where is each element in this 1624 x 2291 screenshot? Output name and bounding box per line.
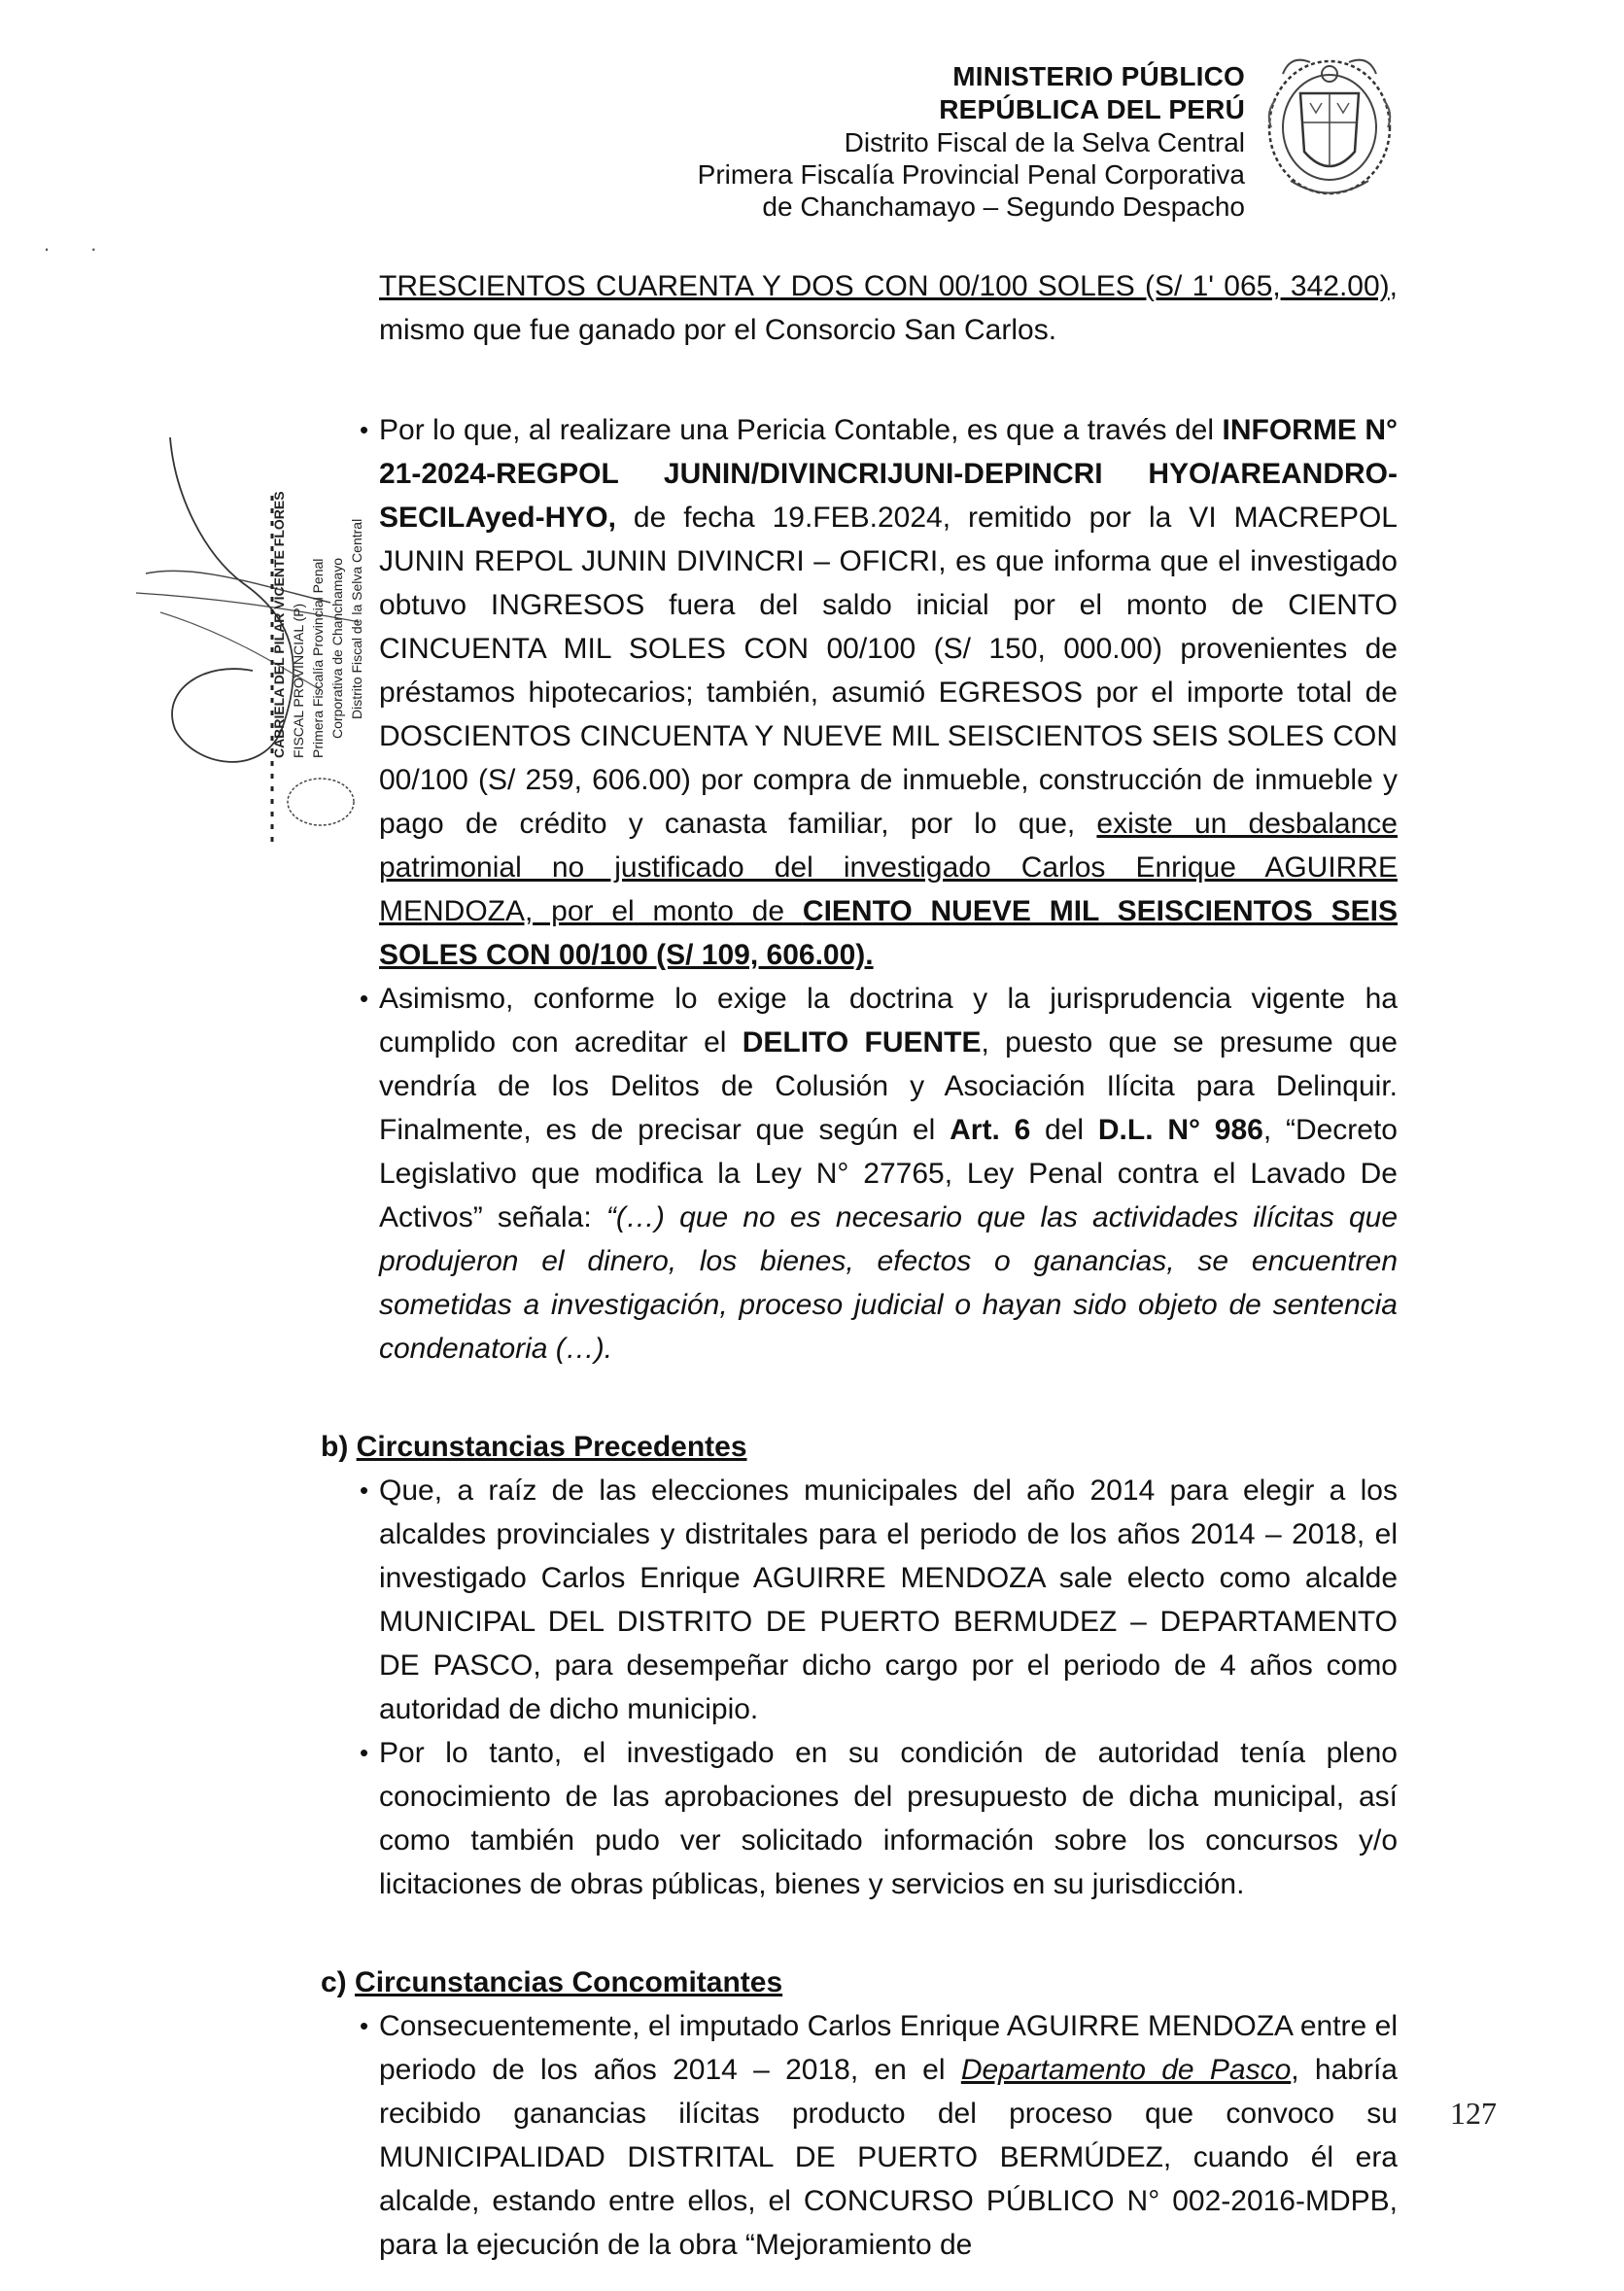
text-run: de fecha 19.FEB.2024, remitido por la VI MACREPOL JUNIN REPOL JUNIN DIVINCRI – OFICRI, es que informa que el investigado obtuvo INGRESOS fuera del saldo inicial por el monto de CIENTO CINCUENTA MIL SOLES CON 00/100 (S/ 150, 000.00) provenientes de préstamos hipotecarios; también, asumió EGRESOS por el importe total de DOSCIENTOS CINCUENTA Y NUEVE MIL SEISCIENTOS SEIS SOLES CON 00/100 (S/ 259, 606.00) por compra de inmueble, construcción de inmueble y pago de crédito y canasta familiar, por lo que, bbox=[379, 502, 1398, 840]
intro-paragraph bbox=[379, 264, 1398, 352]
section-b-heading bbox=[321, 1425, 1398, 1469]
margin-dots: . . bbox=[44, 231, 115, 256]
desbalance-amount: CIENTO NUEVE MIL SEISCIENTOS SEIS SOLES CON 00/100 (S/ 109, 606.00). bbox=[379, 895, 1398, 971]
bullet-delito-fuente bbox=[379, 977, 1398, 1371]
stamp-title: FISCAL PROVINCIAL (P) bbox=[291, 603, 306, 758]
dl-ref: D.L. N° 986 bbox=[1097, 1114, 1263, 1146]
bullet-elecciones: • Que, a raíz de las elecciones municipales del año 2014 para elegir a los alcaldes provinciales y distritales para el periodo de los años 2014 – 2018, el investigado Carlos Enrique AGUIRRE MENDOZA sale electo como alcalde MUNICIPAL DEL DISTRITO DE PUERTO BERMUDEZ – DEPARTAMENTO DE PASCO, para desempeñar dicho cargo por el periodo de 4 años como autoridad de dicho municipio. bbox=[379, 1469, 1398, 1731]
letterhead bbox=[565, 60, 1245, 223]
art-ref: Art. 6 bbox=[950, 1114, 1031, 1146]
section-c-heading bbox=[321, 1961, 1398, 2004]
stamp-corporativa: Corporativa de Chanchamayo bbox=[329, 558, 345, 739]
text-run: , puesto que se presume que vendría de los Delitos de Colusión y Asociación Ilícita para Delinquir. Finalmente, es de precisar que según el bbox=[379, 1026, 1398, 1146]
text-run: , “Decreto Legislativo que modifica la Ley N° 27765, Ley Penal contra el Lavado De Activos” señala: bbox=[379, 1114, 1398, 1233]
text-run: Por lo que, al realizare una Pericia Contable, es que a través del bbox=[379, 414, 1223, 446]
section-label: b) bbox=[321, 1431, 349, 1463]
intro-amount: TRESCIENTOS CUARENTA Y DOS CON 00/100 SOLES (S/ 1' 065, 342.00) bbox=[379, 270, 1390, 302]
text-run: , habría recibido ganancias ilícitas producto del proceso que convoco su MUNICIPALIDAD DISTRITAL DE PUERTO BERMÚDEZ, cuando él era alcalde, estando entre ellos, el CONCURSO PÚBLICO N° 002-2016-MDPB, para la ejecución de la obra “Mejoramiento de bbox=[379, 2054, 1398, 2261]
text-run: Consecuentemente, el imputado Carlos Enrique AGUIRRE MENDOZA entre el periodo de los años 2014 – 2018, en el bbox=[379, 2010, 1398, 2086]
bullet-autoridad: • Por lo tanto, el investigado en su condición de autoridad tenía pleno conocimiento de las aprobaciones del presupuesto de dicha municipal, así como también pudo ver solicitado información sobre los concursos y/o licitaciones de obras públicas, bienes y servicios en su jurisdicción. bbox=[379, 1731, 1398, 1906]
header-despacho: de Chanchamayo – Segundo Despacho bbox=[762, 191, 1245, 222]
header-republica: REPÚBLICA DEL PERÚ bbox=[939, 94, 1245, 124]
header-fiscalia: Primera Fiscalía Provincial Penal Corporativa bbox=[697, 159, 1245, 190]
stamp-district: Distrito Fiscal de la Selva Central bbox=[349, 518, 364, 719]
text-run: del bbox=[1030, 1114, 1098, 1146]
stamp-name: CABRIELA DEL PILAR VICENTE FLORES bbox=[271, 491, 287, 758]
delito-fuente: DELITO FUENTE bbox=[742, 1026, 982, 1059]
stamp-office: Primera Fiscalía Provincial Penal bbox=[310, 558, 326, 758]
legal-quote: “(…) que no es necesario que las actividades ilícitas que produjeron el dinero, los bienes, efectos o ganancias, se encuentren sometidas a investigación, proceso judicial o hayan sido objeto de sentencia condenatoria (…). bbox=[379, 1201, 1398, 1365]
bullet-pericia bbox=[379, 408, 1398, 977]
intro-rest: , mismo que fue ganado por el Consorcio San Carlos. bbox=[379, 270, 1398, 346]
section-label: c) bbox=[321, 1966, 347, 1998]
bullet-concomitantes bbox=[379, 2004, 1398, 2267]
section-title: Circunstancias Precedentes bbox=[356, 1431, 747, 1463]
fiscal-stamp-signature bbox=[136, 437, 398, 846]
desbalance-text: existe un desbalance patrimonial no justificado del investigado Carlos Enrique AGUIRRE MENDOZA, por el monto de bbox=[379, 808, 1398, 927]
page-number: 127 bbox=[1450, 2096, 1497, 2131]
informe-reference: INFORME N° 21-2024-REGPOL JUNIN/DIVINCRIJUNI-DEPINCRI HYO/AREANDRO-SECILAyed-HYO, bbox=[379, 414, 1398, 534]
text-run: Asimismo, conforme lo exige la doctrina y la jurisprudencia vigente ha cumplido con acreditar el bbox=[379, 983, 1398, 1059]
section-title: Circunstancias Concomitantes bbox=[355, 1966, 783, 1998]
departamento-pasco: Departamento de Pasco bbox=[960, 2054, 1292, 2086]
coat-of-arms-seal-icon bbox=[1261, 35, 1398, 220]
header-ministerio: MINISTERIO PÚBLICO bbox=[952, 61, 1245, 91]
header-distrito: Distrito Fiscal de la Selva Central bbox=[844, 127, 1245, 157]
